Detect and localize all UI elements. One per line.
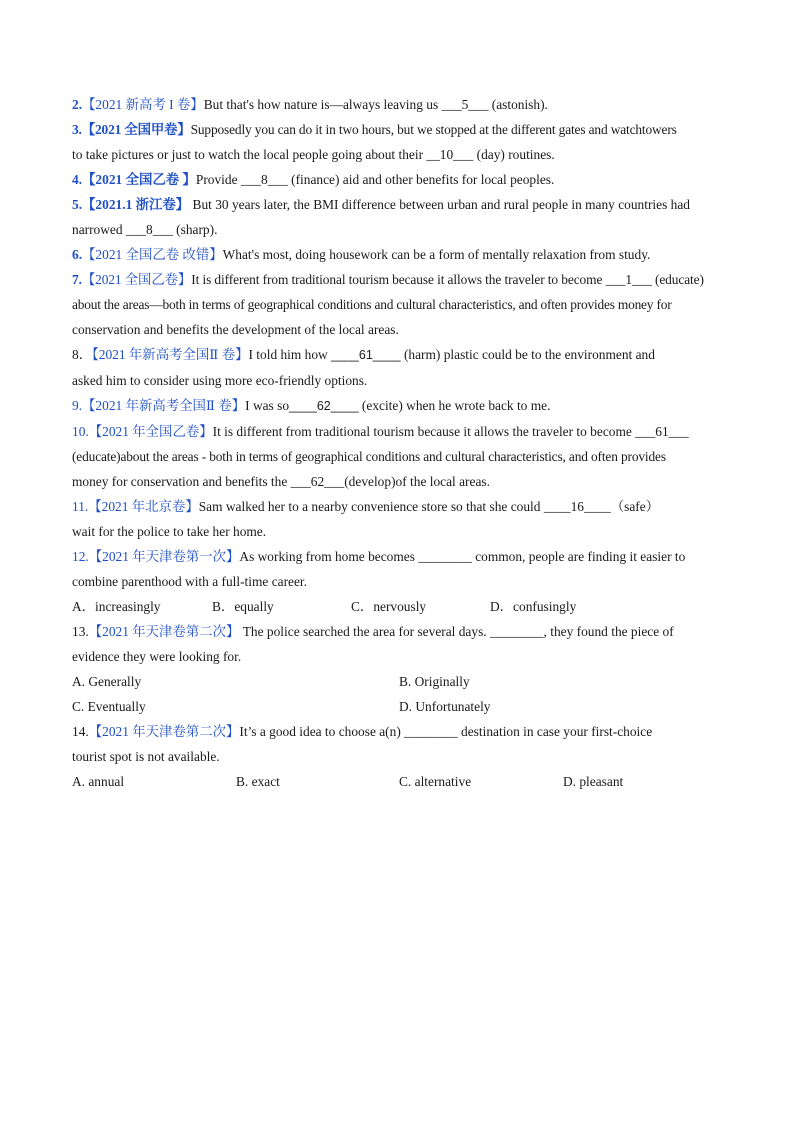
- question-text: But 30 years later, the BMI difference between urban and rural people in many countries had: [189, 197, 690, 212]
- source-tag: 【2021 年天津卷第二次】: [88, 624, 240, 639]
- question-text: But that's how nature is—always leaving us: [203, 97, 442, 112]
- option-c: C．nervously: [351, 599, 427, 614]
- question-text: (develop)of the local areas.: [344, 474, 490, 489]
- question-text: （safe）: [610, 499, 660, 514]
- option-b: B. Originally: [399, 674, 470, 689]
- question-text: (educate)about the areas - both in terms of geographical conditions and cultural characteristics, and often provides: [72, 449, 666, 464]
- question-text: I was so: [245, 398, 290, 413]
- question-text: evidence they were looking for.: [72, 649, 242, 664]
- source-tag: 【2021.1 浙江卷】: [82, 197, 190, 212]
- question-8: [72, 342, 732, 393]
- options-row: [72, 669, 732, 694]
- question-text: (educate): [651, 272, 704, 287]
- answer-blank: ___8___: [240, 172, 288, 187]
- question-text: combine parenthood with a full-time career.: [72, 574, 307, 589]
- source-tag: 【2021 年新高考全国Ⅱ 卷】: [92, 347, 249, 362]
- option-d: D. Unfortunately: [399, 699, 491, 714]
- question-number: 14.: [72, 724, 89, 739]
- question-13: [72, 619, 732, 719]
- answer-blank: __10___: [426, 147, 474, 162]
- options-row: [72, 769, 732, 794]
- answer-blank: ____61____: [331, 348, 401, 362]
- question-number: 11.: [72, 499, 89, 514]
- exercise-page: [72, 92, 732, 794]
- question-text: What's most, doing housework can be a form of mentally relaxation from study.: [222, 247, 651, 262]
- question-text: I told him how: [248, 347, 332, 362]
- source-tag: 【2021 全国乙卷 改错】: [82, 247, 223, 262]
- question-7: [72, 267, 732, 342]
- option-a: A. annual: [72, 774, 125, 789]
- question-text: (sharp).: [172, 222, 218, 237]
- question-text: (day) routines.: [473, 147, 555, 162]
- question-number: 5.: [72, 197, 83, 212]
- question-number: 7.: [72, 272, 82, 287]
- question-number: 9.: [72, 398, 83, 413]
- question-9: [72, 393, 732, 419]
- option-d: D. pleasant: [563, 774, 624, 789]
- question-text: asked him to consider using more eco-friendly options.: [72, 373, 368, 388]
- option-a: A．increasingly: [72, 599, 161, 614]
- source-tag: 【2021 年全国乙卷】: [88, 424, 213, 439]
- option-c: C. Eventually: [72, 699, 146, 714]
- option-b: B. exact: [236, 774, 280, 789]
- question-text: It’s a good idea to choose a(n) ________ destination in case your first-choice: [239, 724, 653, 739]
- source-tag: 【2021 年新高考全国Ⅱ 卷】: [82, 398, 246, 413]
- options-row: [72, 594, 732, 619]
- question-text: narrowed: [72, 222, 126, 237]
- question-text: to take pictures or just to watch the local people going about their: [72, 147, 427, 162]
- answer-blank: ____62____: [289, 399, 359, 413]
- option-b: B．equally: [212, 599, 274, 614]
- question-text: Sam walked her to a nearby convenience store so that she could: [198, 499, 544, 514]
- question-text: tourist spot is not available.: [72, 749, 220, 764]
- question-text: (astonish).: [488, 97, 548, 112]
- option-a: A. Generally: [72, 674, 142, 689]
- question-text: (harm) plastic could be to the environment and: [400, 347, 655, 362]
- question-text: wait for the police to take her home.: [72, 524, 267, 539]
- source-tag: 【2021 年天津卷第一次】: [88, 549, 240, 564]
- question-text: As working from home becomes ________ common, people are finding it easier to: [239, 549, 686, 564]
- question-number: 4.: [72, 172, 83, 187]
- question-6: [72, 242, 732, 267]
- question-text: (finance) aid and other benefits for local peoples.: [287, 172, 555, 187]
- answer-blank: ___61___: [635, 424, 689, 439]
- source-tag: 【2021 全国乙卷】: [81, 272, 192, 287]
- answer-blank: ___62___: [290, 474, 345, 489]
- question-text: conservation and benefits the development of the local areas.: [72, 322, 399, 337]
- question-text: (excite) when he wrote back to me.: [358, 398, 551, 413]
- answer-blank: ___8___: [125, 222, 173, 237]
- question-12: [72, 544, 732, 619]
- question-2: [72, 92, 732, 117]
- source-tag: 【2021 全国乙卷 】: [82, 172, 196, 187]
- question-text: Supposedly you can do it in two hours, but we stopped at the different gates and watchtowers: [190, 122, 677, 137]
- question-number: 10.: [72, 424, 89, 439]
- question-text: The police searched the area for several days. ________, they found the piece of: [239, 624, 674, 639]
- question-10: [72, 419, 732, 494]
- answer-blank: ____16____: [543, 499, 611, 514]
- question-number: 3.: [72, 122, 82, 137]
- source-tag: 【2021 全国甲卷】: [81, 122, 191, 137]
- question-3: [72, 117, 732, 167]
- question-text: It is different from traditional tourism because it allows the traveler to become: [212, 424, 636, 439]
- question-14: [72, 719, 732, 794]
- question-text: Provide: [195, 172, 241, 187]
- question-text: money for conservation and benefits the: [72, 474, 291, 489]
- option-c: C. alternative: [399, 774, 472, 789]
- question-5: [72, 192, 732, 242]
- source-tag: 【2021 年北京卷】: [88, 499, 199, 514]
- option-d: D．confusingly: [490, 599, 577, 614]
- question-number: 8．: [72, 347, 93, 362]
- question-4: [72, 167, 732, 192]
- question-number: 12.: [72, 549, 89, 564]
- question-number: 13.: [72, 624, 89, 639]
- answer-blank: ___1___: [605, 272, 652, 287]
- question-number: 2.: [72, 97, 83, 112]
- source-tag: 【2021 新高考 I 卷】: [82, 97, 204, 112]
- question-number: 6.: [72, 247, 83, 262]
- question-11: [72, 494, 732, 544]
- answer-blank: ___5___: [441, 97, 489, 112]
- options-row: [72, 694, 732, 719]
- source-tag: 【2021 年天津卷第二次】: [88, 724, 240, 739]
- question-text: about the areas—both in terms of geographical conditions and cultural characteristics, and often provides money for: [72, 297, 672, 312]
- question-text: It is different from traditional tourism because it allows the traveler to become: [191, 272, 606, 287]
